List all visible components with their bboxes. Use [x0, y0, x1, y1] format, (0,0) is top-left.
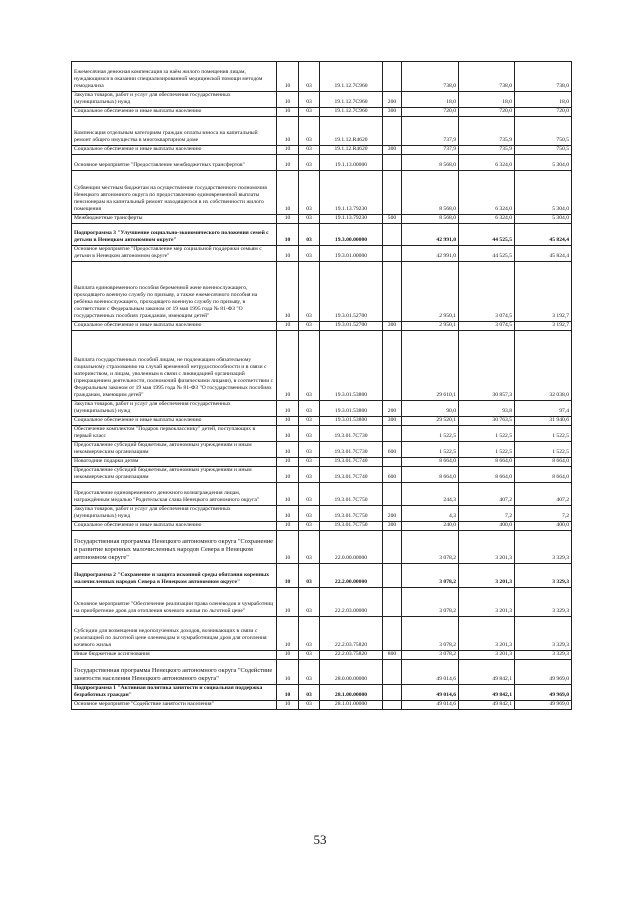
table-row: [72, 322, 572, 331]
row-amount-year-1: 2 950,1: [402, 322, 459, 331]
row-expense-type: [383, 262, 402, 322]
row-amount-year-2: 3 201,3: [459, 617, 515, 651]
table-row: [72, 92, 572, 108]
table-row: [72, 224, 572, 246]
row-subsection: 03: [299, 92, 320, 108]
row-amount-year-2: 3 201,3: [459, 531, 515, 564]
row-subsection: 03: [299, 62, 320, 92]
row-name: Выплата единовременного пособия беременной жене военнослужащего, проходящего военную службу по призыву, а также ежемесячного пособия на ребёнка военнослужащего, проходящего военную службу по призыву, в соответствии с Федеральным законом от 19 мая 1995 года № 81-ФЗ "О государственных пособиях гражданам, имеющим детей": [72, 262, 277, 322]
row-expense-type: [383, 701, 402, 710]
row-amount-year-1: 3 078,2: [402, 531, 459, 564]
row-subsection: 03: [299, 483, 320, 506]
row-amount-year-3: 18,0: [515, 92, 572, 108]
row-expense-type: 300: [383, 146, 402, 155]
row-amount-year-1: 3 078,2: [402, 617, 459, 651]
row-amount-year-3: 49 969,0: [515, 685, 572, 701]
row-amount-year-2: 6 324,0: [459, 155, 515, 171]
row-amount-year-1: 737,9: [402, 146, 459, 155]
row-amount-year-2: 720,0: [459, 108, 515, 117]
table-row: [72, 564, 572, 588]
row-subsection: 03: [299, 522, 320, 531]
row-target-article: 19.3.01.7С730: [320, 442, 383, 458]
row-section: 10: [277, 522, 299, 531]
row-section: 10: [277, 588, 299, 617]
row-amount-year-3: 3 329,3: [515, 651, 572, 660]
row-amount-year-1: 18,0: [402, 92, 459, 108]
row-target-article: 19.3.01.7С740: [320, 458, 383, 467]
row-target-article: 19.3.01.7С730: [320, 426, 383, 442]
row-amount-year-1: 8 664,0: [402, 458, 459, 467]
row-amount-year-2: 49 842,1: [459, 685, 515, 701]
row-amount-year-3: 8 664,0: [515, 458, 572, 467]
row-name: Социальное обеспечение и иные выплаты населению: [72, 417, 277, 426]
row-expense-type: 200: [383, 92, 402, 108]
row-amount-year-3: 31 940,6: [515, 417, 572, 426]
row-name: Основное мероприятие "Предоставление мер социальной поддержки семьям с детьми в Ненецком автономном округе": [72, 246, 277, 262]
row-name: Субвенции местным бюджетам на осуществление государственного полномочия Ненецкого автономного округа по предоставлению единовременной выплаты пенсионерам на капитальный ремонт находящегося в их собственности жилого помещения: [72, 171, 277, 215]
row-subsection: 03: [299, 322, 320, 331]
row-name: Социальное обеспечение и иные выплаты населению: [72, 146, 277, 155]
table-row: [72, 522, 572, 531]
row-amount-year-3: 3 329,3: [515, 617, 572, 651]
row-target-article: 19.3.01.52700: [320, 322, 383, 331]
row-name: Ежемесячная денежная компенсация за наём жилого помещения лицам, нуждающимся в оказании специализированной медицинской помощи методом гемодиализа: [72, 62, 277, 92]
row-target-article: 19.3.01.7С750: [320, 483, 383, 506]
table-row: [72, 483, 572, 506]
row-amount-year-2: 3 074,5: [459, 262, 515, 322]
row-amount-year-1: 49 014,6: [402, 701, 459, 710]
row-amount-year-1: 240,0: [402, 522, 459, 531]
table-row: [72, 617, 572, 651]
row-section: 10: [277, 224, 299, 246]
row-target-article: 19.1.13.00000: [320, 155, 383, 171]
row-target-article: 19.1.12.7С960: [320, 62, 383, 92]
row-amount-year-3: 5 304,0: [515, 155, 572, 171]
row-name: Основное мероприятие "Обеспечение реализации права оленеводов и чумработниц на приобретение дров для отопления кочевого жилья по льготной цене": [72, 588, 277, 617]
row-amount-year-2: 7,2: [459, 506, 515, 522]
row-subsection: 03: [299, 417, 320, 426]
row-expense-type: 600: [383, 442, 402, 458]
row-expense-type: 800: [383, 651, 402, 660]
row-amount-year-3: 3 329,3: [515, 588, 572, 617]
row-amount-year-2: 8 664,0: [459, 458, 515, 467]
row-expense-type: [383, 155, 402, 171]
row-target-article: 19.3.01.53800: [320, 331, 383, 401]
row-target-article: 19.3.01.52700: [320, 262, 383, 322]
row-section: 10: [277, 660, 299, 685]
row-name: Закупка товаров, работ и услуг для обеспечения государственных (муниципальных) нужд: [72, 401, 277, 417]
table-row: [72, 146, 572, 155]
row-section: 10: [277, 483, 299, 506]
row-amount-year-3: 49 969,0: [515, 660, 572, 685]
budget-table-body: [72, 62, 572, 710]
row-target-article: 19.3.01.7С750: [320, 522, 383, 531]
row-subsection: 03: [299, 224, 320, 246]
row-name: Подпрограмма 2 "Сохранение и защита исконной среды обитания коренных малочисленных народов Севера в Ненецком автономном округе": [72, 564, 277, 588]
row-amount-year-1: 42 991,0: [402, 246, 459, 262]
row-amount-year-2: 3 201,3: [459, 588, 515, 617]
row-subsection: 03: [299, 467, 320, 483]
row-target-article: 19.3.01.00000: [320, 246, 383, 262]
row-amount-year-1: 2 950,1: [402, 262, 459, 322]
row-subsection: 03: [299, 331, 320, 401]
table-row: [72, 531, 572, 564]
page-number: 53: [313, 832, 327, 847]
row-target-article: 28.1.01.00000: [320, 701, 383, 710]
row-amount-year-3: 8 664,0: [515, 467, 572, 483]
row-section: 10: [277, 651, 299, 660]
row-section: 10: [277, 442, 299, 458]
row-expense-type: [383, 62, 402, 92]
row-amount-year-2: 49 842,1: [459, 701, 515, 710]
row-amount-year-1: 42 991,0: [402, 224, 459, 246]
row-amount-year-1: 1 522,5: [402, 442, 459, 458]
row-name: Социальное обеспечение и иные выплаты населению: [72, 322, 277, 331]
row-amount-year-2: 18,0: [459, 92, 515, 108]
row-amount-year-2: 6 324,0: [459, 215, 515, 224]
row-name: Государственная программа Ненецкого автономного округа "Сохранение и развитие коренных малочисленных народов Севера в Ненецком автономном округе": [72, 531, 277, 564]
row-amount-year-1: 3 078,2: [402, 651, 459, 660]
row-section: 10: [277, 117, 299, 146]
row-expense-type: 600: [383, 467, 402, 483]
row-amount-year-3: 400,0: [515, 522, 572, 531]
table-row: [72, 246, 572, 262]
row-amount-year-1: 720,0: [402, 108, 459, 117]
row-amount-year-3: 738,0: [515, 62, 572, 92]
table-row: [72, 215, 572, 224]
row-subsection: 03: [299, 401, 320, 417]
row-amount-year-1: 8 568,0: [402, 171, 459, 215]
row-expense-type: [383, 331, 402, 401]
table-row: [72, 651, 572, 660]
row-amount-year-3: 3 329,3: [515, 564, 572, 588]
row-section: 10: [277, 417, 299, 426]
row-subsection: 03: [299, 617, 320, 651]
row-amount-year-3: 1 522,5: [515, 442, 572, 458]
row-amount-year-2: 93,8: [459, 401, 515, 417]
row-subsection: 03: [299, 685, 320, 701]
row-section: 10: [277, 215, 299, 224]
row-name: Социальное обеспечение и иные выплаты населению: [72, 108, 277, 117]
row-amount-year-3: 45 824,4: [515, 246, 572, 262]
row-name: Государственная программа Ненецкого автономного округа "Содействие занятости населения Ненецкого автономного округа": [72, 660, 277, 685]
row-expense-type: [383, 426, 402, 442]
row-target-article: 22.2.03.75820: [320, 617, 383, 651]
row-target-article: 19.3.01.53800: [320, 417, 383, 426]
row-amount-year-3: 1 522,5: [515, 426, 572, 442]
row-amount-year-2: 3 201,3: [459, 651, 515, 660]
row-expense-type: [383, 246, 402, 262]
row-amount-year-2: 1 522,5: [459, 442, 515, 458]
row-expense-type: [383, 617, 402, 651]
row-subsection: 03: [299, 701, 320, 710]
row-subsection: 03: [299, 458, 320, 467]
row-name: Межбюджетные трансферты: [72, 215, 277, 224]
row-amount-year-2: 738,0: [459, 62, 515, 92]
row-amount-year-2: 735,9: [459, 117, 515, 146]
row-target-article: 28.1.00.00000: [320, 685, 383, 701]
row-section: 10: [277, 155, 299, 171]
row-expense-type: [383, 588, 402, 617]
row-name: Предоставление единовременного денежного вознаграждения лицам, награждённым медалью "Родительская слава Ненецкого автономного округа": [72, 483, 277, 506]
row-subsection: 03: [299, 660, 320, 685]
row-name: Новогодние подарки детям: [72, 458, 277, 467]
row-name: Предоставление субсидий бюджетным, автономным учреждениям и иным некоммерческим организациям: [72, 467, 277, 483]
row-amount-year-2: 1 522,5: [459, 426, 515, 442]
row-target-article: 19.3.01.7С750: [320, 506, 383, 522]
row-section: 10: [277, 506, 299, 522]
row-target-article: 19.3.01.53800: [320, 401, 383, 417]
row-expense-type: [383, 531, 402, 564]
row-target-article: 22.2.00.00000: [320, 564, 383, 588]
row-name: Подпрограмма 3 "Улучшение социально-экономического положения семей с детьми в Ненецком автономном округе": [72, 224, 277, 246]
row-subsection: 03: [299, 588, 320, 617]
row-amount-year-3: 720,0: [515, 108, 572, 117]
row-subsection: 03: [299, 262, 320, 322]
table-row: [72, 660, 572, 685]
row-amount-year-1: 8 568,0: [402, 155, 459, 171]
row-amount-year-1: 90,0: [402, 401, 459, 417]
row-subsection: 03: [299, 531, 320, 564]
row-section: 10: [277, 531, 299, 564]
row-subsection: 03: [299, 155, 320, 171]
row-name: Подпрограмма 1 "Активная политика занятости и социальная поддержка безработных граждан": [72, 685, 277, 701]
row-amount-year-1: 738,0: [402, 62, 459, 92]
row-name: Закупка товаров, работ и услуг для обеспечения государственных (муниципальных) нужд: [72, 92, 277, 108]
row-subsection: 03: [299, 442, 320, 458]
table-row: [72, 417, 572, 426]
row-amount-year-3: 3 192,7: [515, 262, 572, 322]
row-amount-year-3: 407,2: [515, 483, 572, 506]
row-name: Закупка товаров, работ и услуг для обеспечения государственных (муниципальных) нужд: [72, 506, 277, 522]
row-expense-type: 300: [383, 322, 402, 331]
row-amount-year-2: 3 201,3: [459, 564, 515, 588]
row-section: 10: [277, 685, 299, 701]
row-section: 10: [277, 701, 299, 710]
row-expense-type: 200: [383, 506, 402, 522]
row-amount-year-2: 44 525,5: [459, 246, 515, 262]
row-section: 10: [277, 108, 299, 117]
row-subsection: 03: [299, 246, 320, 262]
row-expense-type: [383, 224, 402, 246]
row-section: 10: [277, 564, 299, 588]
table-row: [72, 588, 572, 617]
row-amount-year-1: 29 520,1: [402, 417, 459, 426]
table-row: [72, 426, 572, 442]
row-target-article: 19.1.12.7С960: [320, 108, 383, 117]
row-subsection: 03: [299, 506, 320, 522]
table-row: [72, 108, 572, 117]
row-amount-year-3: 5 304,0: [515, 171, 572, 215]
row-amount-year-2: 30 763,5: [459, 417, 515, 426]
row-expense-type: [383, 458, 402, 467]
row-section: 10: [277, 62, 299, 92]
row-amount-year-1: 8 568,0: [402, 215, 459, 224]
row-amount-year-3: 750,5: [515, 146, 572, 155]
row-section: 10: [277, 331, 299, 401]
table-row: [72, 331, 572, 401]
row-expense-type: 200: [383, 401, 402, 417]
row-amount-year-1: 8 664,0: [402, 467, 459, 483]
row-amount-year-2: 407,2: [459, 483, 515, 506]
row-subsection: 03: [299, 215, 320, 224]
row-name: Основное мероприятие "Содействие занятости населения": [72, 701, 277, 710]
row-target-article: 19.1.13.79230: [320, 215, 383, 224]
row-subsection: 03: [299, 117, 320, 146]
budget-table: [71, 61, 572, 710]
row-amount-year-1: 3 078,2: [402, 588, 459, 617]
row-section: 10: [277, 617, 299, 651]
row-section: 10: [277, 246, 299, 262]
row-name: Компенсация отдельным категориям граждан оплаты взноса на капитальный ремонт общего имущества в многоквартирном доме: [72, 117, 277, 146]
table-row: [72, 155, 572, 171]
table-row: [72, 117, 572, 146]
row-section: 10: [277, 171, 299, 215]
row-name: Обеспечение комплектом "Подарок первокласснику" детей, поступающих в первый класс: [72, 426, 277, 442]
row-target-article: 19.3.00.00000: [320, 224, 383, 246]
row-subsection: 03: [299, 146, 320, 155]
row-amount-year-3: 3 192,7: [515, 322, 572, 331]
row-expense-type: [383, 685, 402, 701]
row-subsection: 03: [299, 564, 320, 588]
row-amount-year-3: 5 304,0: [515, 215, 572, 224]
table-row: [72, 171, 572, 215]
row-amount-year-2: 735,9: [459, 146, 515, 155]
row-expense-type: 300: [383, 522, 402, 531]
row-expense-type: 300: [383, 417, 402, 426]
row-amount-year-1: 4,3: [402, 506, 459, 522]
row-amount-year-2: 6 324,0: [459, 171, 515, 215]
row-amount-year-2: 49 842,1: [459, 660, 515, 685]
row-section: 10: [277, 92, 299, 108]
table-row: [72, 467, 572, 483]
row-amount-year-3: 750,5: [515, 117, 572, 146]
row-section: 10: [277, 262, 299, 322]
row-target-article: 19.3.01.7С740: [320, 467, 383, 483]
row-amount-year-2: 44 525,5: [459, 224, 515, 246]
row-subsection: 03: [299, 171, 320, 215]
row-amount-year-2: 400,0: [459, 522, 515, 531]
row-section: 10: [277, 467, 299, 483]
row-expense-type: [383, 660, 402, 685]
row-subsection: 03: [299, 426, 320, 442]
row-target-article: 19.1.13.79230: [320, 171, 383, 215]
row-amount-year-1: 3 078,2: [402, 564, 459, 588]
row-name: Предоставление субсидий бюджетным, автономным учреждениям и иным некоммерческим организациям: [72, 442, 277, 458]
row-amount-year-1: 244,3: [402, 483, 459, 506]
row-expense-type: 500: [383, 215, 402, 224]
row-amount-year-3: 49 969,0: [515, 701, 572, 710]
row-section: 10: [277, 458, 299, 467]
row-name: Иные бюджетные ассигнования: [72, 651, 277, 660]
row-target-article: 28.0.00.00000: [320, 660, 383, 685]
row-expense-type: [383, 564, 402, 588]
row-target-article: 22.0.00.00000: [320, 531, 383, 564]
row-amount-year-1: 49 014,6: [402, 660, 459, 685]
row-amount-year-3: 45 824,4: [515, 224, 572, 246]
row-section: 10: [277, 322, 299, 331]
row-target-article: 19.1.12.R4620: [320, 146, 383, 155]
row-target-article: 22.2.03.75820: [320, 651, 383, 660]
row-amount-year-1: 1 522,5: [402, 426, 459, 442]
row-amount-year-3: 7,2: [515, 506, 572, 522]
row-section: 10: [277, 426, 299, 442]
row-section: 10: [277, 146, 299, 155]
row-target-article: 19.1.12.7С960: [320, 92, 383, 108]
row-target-article: 22.2.03.00000: [320, 588, 383, 617]
row-amount-year-1: 29 610,1: [402, 331, 459, 401]
row-expense-type: [383, 117, 402, 146]
row-target-article: 19.1.12.R4620: [320, 117, 383, 146]
table-row: [72, 442, 572, 458]
table-row: [72, 701, 572, 710]
row-name: Социальное обеспечение и иные выплаты населению: [72, 522, 277, 531]
table-row: [72, 262, 572, 322]
row-name: Основное мероприятие "Предоставление межбюджетных трансфертов": [72, 155, 277, 171]
table-row: [72, 506, 572, 522]
row-expense-type: [383, 171, 402, 215]
row-expense-type: [383, 483, 402, 506]
table-row: [72, 685, 572, 701]
row-subsection: 03: [299, 108, 320, 117]
table-row: [72, 62, 572, 92]
row-amount-year-1: 737,9: [402, 117, 459, 146]
row-amount-year-3: 32 038,0: [515, 331, 572, 401]
row-amount-year-2: 3 074,5: [459, 322, 515, 331]
row-amount-year-2: 8 664,0: [459, 467, 515, 483]
row-expense-type: 300: [383, 108, 402, 117]
row-amount-year-3: 97,4: [515, 401, 572, 417]
row-name: Субсидии для возмещения недополученных доходов, возникающих в связи с реализацией по льготной цене оленеводам и чумработницам дров для отопления кочевого жилья: [72, 617, 277, 651]
row-name: Выплата государственных пособий лицам, не подлежащим обязательному социальному страхованию на случай временной нетрудоспособности и в связи с материнством, и лицам, уволенным в связи с ликвидацией организаций (прекращением деятельности, полномочий физическими лицами), в соответствии с Федеральным законом от 19 мая 1995 года № 81-ФЗ "О государственных пособиях гражданам, имеющим детей": [72, 331, 277, 401]
table-row: [72, 458, 572, 467]
table-row: [72, 401, 572, 417]
row-amount-year-1: 49 014,6: [402, 685, 459, 701]
row-section: 10: [277, 401, 299, 417]
row-amount-year-2: 30 857,3: [459, 331, 515, 401]
budget-table-container: [71, 61, 571, 710]
row-amount-year-3: 3 329,3: [515, 531, 572, 564]
row-subsection: 03: [299, 651, 320, 660]
